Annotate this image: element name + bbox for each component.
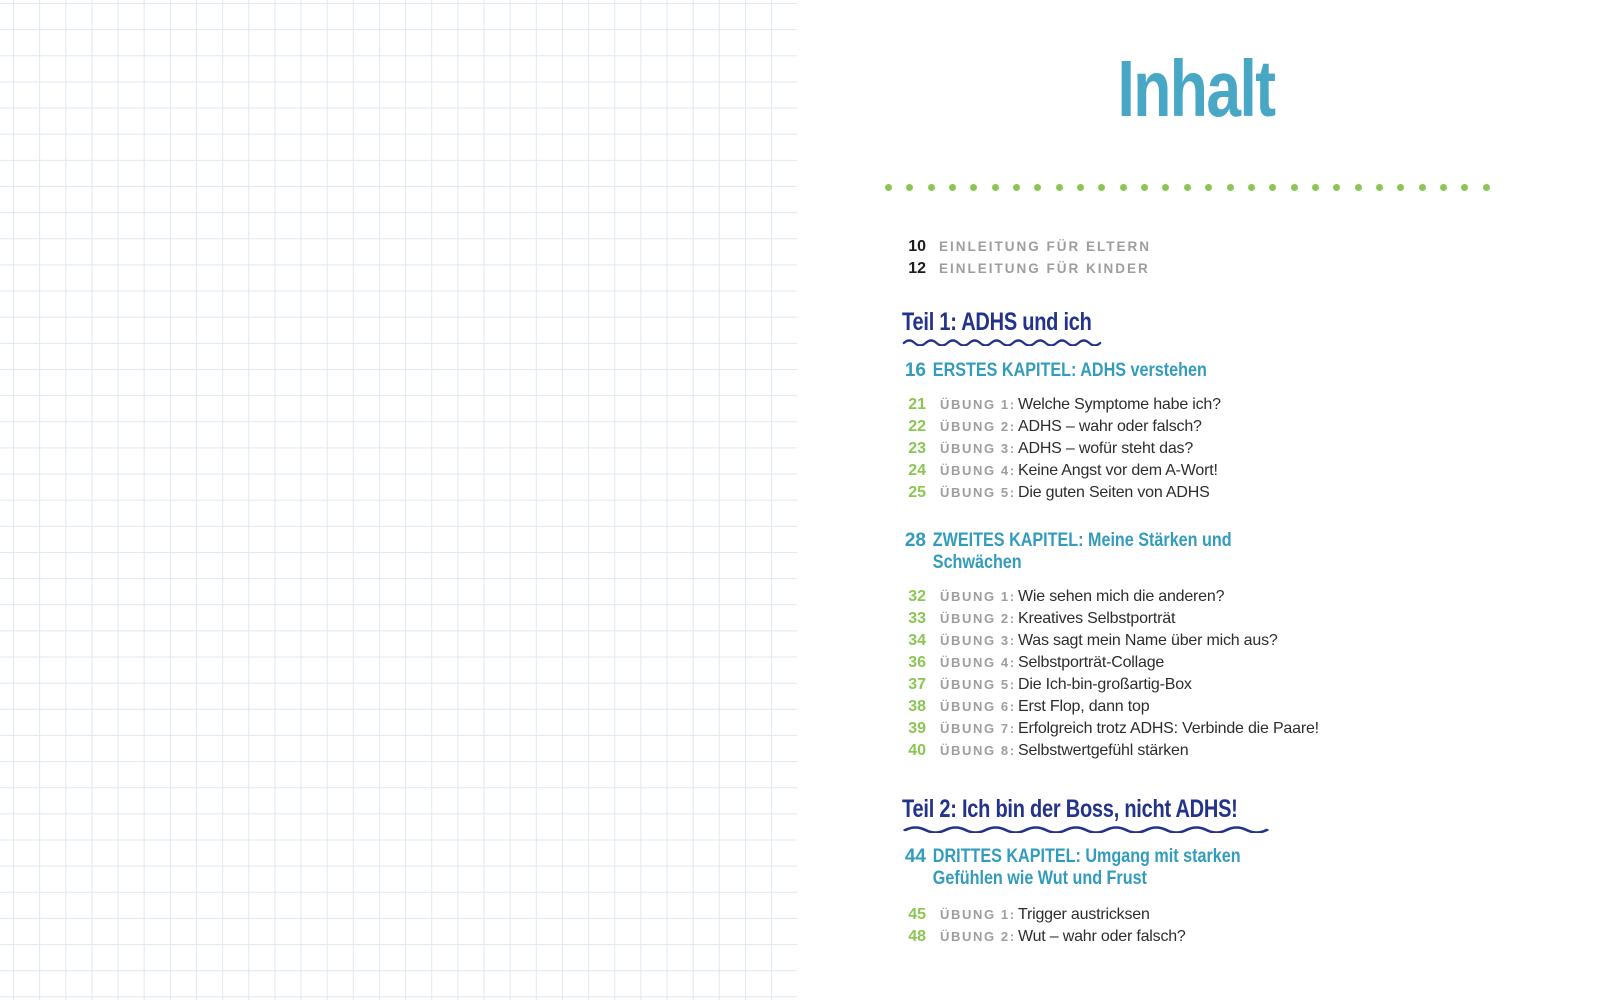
exercise-label: ÜBUNG 8: (940, 743, 1016, 758)
exercise-title: ADHS – wahr oder falsch? (1018, 418, 1202, 435)
page-number: 45 (908, 906, 926, 923)
page-number: 40 (908, 742, 926, 759)
exercise-label: ÜBUNG 4: (940, 655, 1016, 670)
toc-entry (902, 608, 1490, 630)
page-number: 12 (908, 260, 926, 277)
page-number: 16 (904, 360, 926, 381)
part-2-section (902, 796, 1490, 833)
exercise-label: ÜBUNG 5: (940, 485, 1016, 500)
toc-entry (902, 740, 1490, 762)
toc-entry-einleitung-kinder (902, 258, 1490, 280)
exercise-label: ÜBUNG 3: (940, 441, 1016, 456)
toc-entry (902, 652, 1490, 674)
page-number: 10 (908, 238, 926, 255)
page-number: 22 (908, 418, 926, 435)
exercise-title: Was sagt mein Name über mich aus? (1018, 632, 1278, 649)
exercise-label: ÜBUNG 2: (940, 419, 1016, 434)
toc-entry (902, 482, 1490, 504)
toc-entry (902, 394, 1490, 416)
exercise-title: Wie sehen mich die anderen? (1018, 588, 1225, 605)
chapter-2-heading (902, 530, 1490, 574)
exercise-title: Trigger austricksen (1018, 906, 1150, 923)
part-2-title: Teil 2: Ich bin der Boss, nicht ADHS! (902, 795, 1238, 823)
page-number: 48 (908, 928, 926, 945)
page-number: 23 (908, 440, 926, 457)
page-number: 34 (908, 632, 926, 649)
page-number: 25 (908, 484, 926, 501)
chapter-title: ZWEITES KAPITEL: Meine Stärken und Schwächen (932, 530, 1232, 573)
exercise-title: Selbstwertgefühl stärken (1018, 742, 1189, 759)
page-number: 21 (908, 396, 926, 413)
toc-entry (902, 586, 1490, 608)
dotted-divider (885, 183, 1490, 191)
toc-entry (902, 674, 1490, 696)
exercise-title: Kreatives Selbstporträt (1018, 610, 1176, 627)
exercise-label: ÜBUNG 1: (940, 907, 1016, 922)
exercise-label: ÜBUNG 6: (940, 699, 1016, 714)
page-number: 44 (904, 846, 926, 867)
toc-entry (902, 460, 1490, 482)
exercise-title: Welche Symptome habe ich? (1018, 396, 1221, 413)
toc-content (902, 46, 1490, 948)
toc-entry (902, 718, 1490, 740)
chapter-3-exercises (902, 904, 1490, 948)
toc-entry (902, 438, 1490, 460)
page-number: 33 (908, 610, 926, 627)
exercise-label: ÜBUNG 5: (940, 677, 1016, 692)
page-title: Inhalt (1117, 44, 1275, 133)
toc-entry (902, 696, 1490, 718)
front-matter-section (902, 236, 1490, 280)
exercise-title: Selbstporträt-Collage (1018, 654, 1165, 671)
page-number: 36 (908, 654, 926, 671)
chapter-1-exercises (902, 394, 1490, 504)
chapter-1-heading (902, 360, 1490, 382)
exercise-title: Die guten Seiten von ADHS (1018, 484, 1210, 501)
toc-entry-einleitung-eltern (902, 236, 1490, 258)
page-number: 39 (908, 720, 926, 737)
exercise-label: ÜBUNG 2: (940, 611, 1016, 626)
exercise-title: ADHS – wofür steht das? (1018, 440, 1194, 457)
entry-label: EINLEITUNG FÜR ELTERN (939, 239, 1151, 254)
page-number: 24 (908, 462, 926, 479)
graph-paper-page (0, 0, 797, 1000)
wavy-underline (902, 336, 1102, 346)
chapter-2-exercises (902, 586, 1490, 762)
exercise-title: Erst Flop, dann top (1018, 698, 1150, 715)
page-number: 38 (908, 698, 926, 715)
entry-label: EINLEITUNG FÜR KINDER (939, 261, 1150, 276)
chapter-3-heading (902, 846, 1490, 890)
exercise-label: ÜBUNG 4: (940, 463, 1016, 478)
exercise-label: ÜBUNG 7: (940, 721, 1016, 736)
exercise-label: ÜBUNG 1: (940, 397, 1016, 412)
page-number: 37 (908, 676, 926, 693)
part-1-title: Teil 1: ADHS und ich (902, 308, 1092, 336)
exercise-label: ÜBUNG 1: (940, 589, 1016, 604)
toc-entry (902, 416, 1490, 438)
toc-entry (902, 926, 1490, 948)
exercise-label: ÜBUNG 2: (940, 929, 1016, 944)
part-1-section (902, 309, 1490, 346)
page-number: 32 (908, 588, 926, 605)
toc-page (797, 0, 1600, 1000)
toc-entry (902, 904, 1490, 926)
chapter-title: DRITTES KAPITEL: Umgang mit starken Gefühlen wie Wut und Frust (932, 846, 1241, 889)
exercise-label: ÜBUNG 3: (940, 633, 1016, 648)
wavy-underline (902, 823, 1270, 833)
page-number: 28 (904, 530, 926, 551)
exercise-title: Wut – wahr oder falsch? (1018, 928, 1186, 945)
toc-entry (902, 630, 1490, 652)
exercise-title: Keine Angst vor dem A-Wort! (1018, 462, 1218, 479)
exercise-title: Die Ich-bin-großartig-Box (1018, 676, 1192, 693)
exercise-title: Erfolgreich trotz ADHS: Verbinde die Paare! (1018, 720, 1319, 737)
chapter-title: ERSTES KAPITEL: ADHS verstehen (932, 360, 1207, 381)
